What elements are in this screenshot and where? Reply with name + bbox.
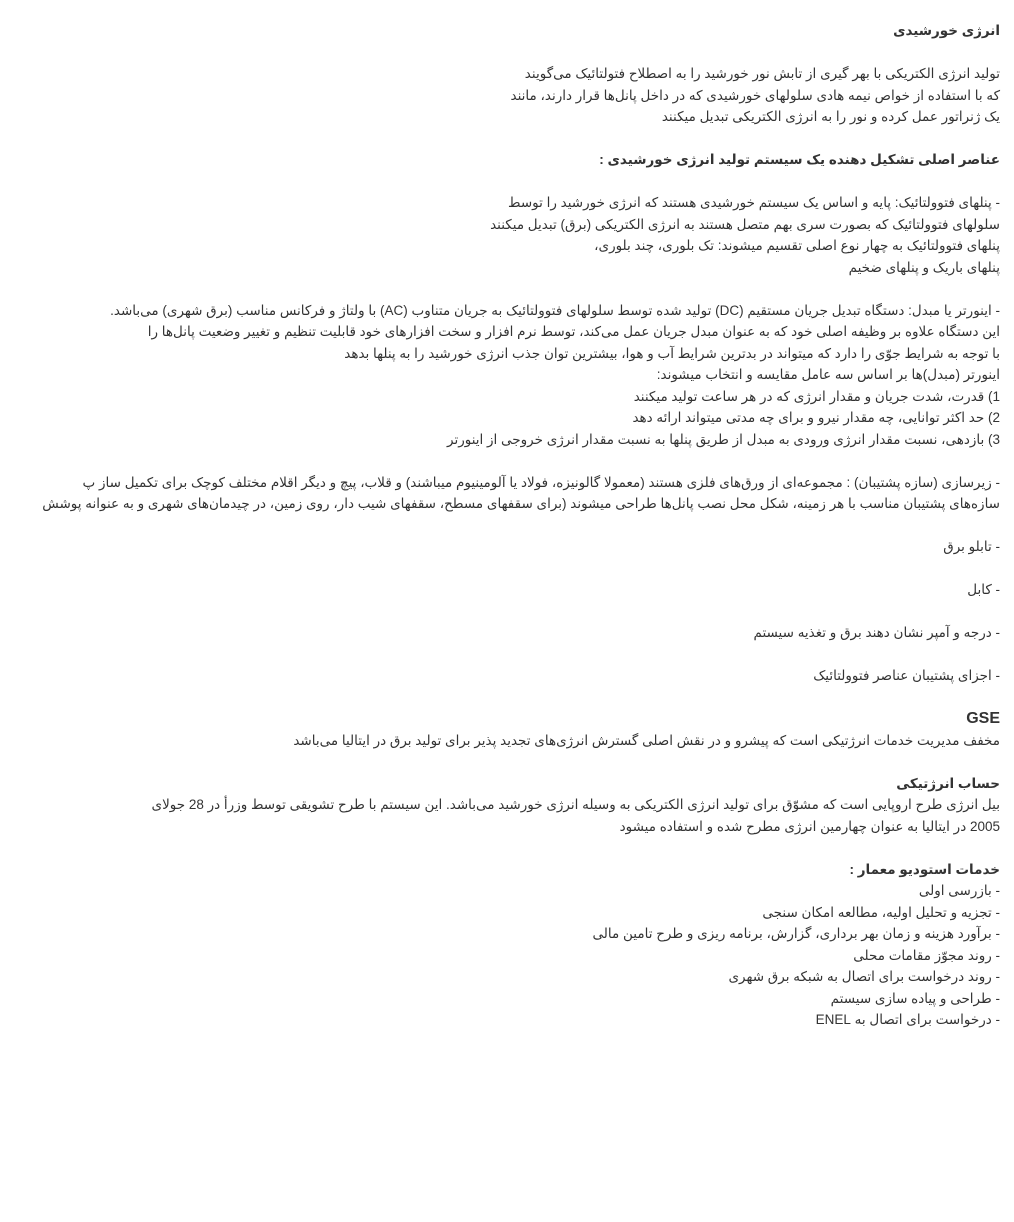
structure-paragraph [0,472,1000,515]
inverter-criteria-1: 1) قدرت، شدت جریان و مقدار انرژی که در هر ساعت تولید میکنند [633,388,1000,404]
panels-line: سلولهای فتوولتائیک که بصورت سری بهم متصل هستند به انرژی الکتریکی (برق) تبدیل میکنند [490,216,1000,232]
structure-line: سازه‌های پشتیبان مناسب با هر زمینه، شکل محل نصب پانل‌ها طراحی میشوند (برای سقفهای مسطح، سقفهای شیب دار، روی زمین، در چیدمان‌های شهری و به عنوانه پوشش [42,496,1000,511]
item-electrical-panel: - تابلو برق [943,539,1000,554]
gse-heading: GSE [966,710,1000,727]
inverter-line: اینورتر (مبدل)ها بر اساس سه عامل مقایسه و انتخاب میشوند: [656,367,1000,382]
panels-line: پنلهای فتوولتائیک به چهار نوع اصلی تقسیم میشوند: تک بلوری، چند بلوری، [594,238,1000,253]
gse-text: مخفف مدیریت خدمات انرژتیکی است که پیشرو و در نقش اصلی گسترش انرژی‌های تجدید پذیر برای تولید برق در ایتالیا می‌باشد [293,732,1000,748]
intro-line: که با استفاده از خواص نیمه هادی سلولهای خورشیدی که در داخل پانل‌ها قرار دارند، مانند [510,87,1000,103]
document-title: انرژی خورشیدی [893,23,1000,38]
inverter-paragraph [0,300,1000,451]
service-item: - بازرسی اولی [918,883,1000,898]
service-item: - تجزیه و تحلیل اولیه، مطالعه امکان سنجی [762,904,1000,920]
spacer [0,687,1000,709]
spacer [0,837,1000,859]
inverter-line: - اینورتر یا مبدل: دستگاه تبدیل جریان مستقیم (DC) تولید شده توسط سلولهای فتوولتائیک به جریان متناوب (AC) با ولتاژ و فرکانس مناسب (برق شهری) می‌باشد. [110,302,1000,318]
item-meters: - درجه و آمپر نشان دهند برق و تغذیه سیستم [753,625,1000,640]
spacer [0,171,1000,193]
item-support-components: - اجزای پشتیبان عناصر فتوولتائیک [813,668,1000,683]
spacer [0,515,1000,537]
item-cable: - کابل [967,582,1000,597]
service-item: - طراحی و پیاده سازی سیستم [830,990,1000,1006]
panels-line: پنلهای باریک و پنلهای ضخیم [848,259,1000,275]
spacer [0,450,1000,472]
spacer [0,751,1000,773]
structure-line: - زیرسازی (سازه پشتیبان) : مجموعه‌ای از ورق‌های فلزی هستند (معمولا گالونیزه، فولاد یا آلومینیوم میباشند) و قلاب، پیچ و دیگر اقلام مختلف کوچک برای تکمیل ساز پ [82,474,1000,490]
panels-paragraph [0,192,1000,278]
spacer [0,644,1000,666]
service-item: - درخواست برای اتصال به ENEL [815,1012,1000,1027]
service-item: - روند مجوّز مقامات محلی [853,947,1000,963]
spacer [0,42,1000,64]
document-body [0,20,1000,1031]
inverter-criteria-2: 2) حد اکثر توانایی، چه مقدار نیرو و برای چه مدتی میتواند ارائه دهد [632,410,1000,425]
spacer [0,128,1000,150]
service-item: - برآورد هزینه و زمان بهر برداری، گزارش، برنامه ریزی و طرح تامین مالی [592,926,1000,941]
intro-paragraph [0,63,1000,128]
spacer [0,601,1000,623]
energy-account-line: 2005 در ایتالیا به عنوان چهارمین انرژی مطرح شده و استفاده میشود [619,818,1000,834]
energy-account-heading: حساب انرژتیکی [896,775,1000,791]
components-heading: عناصر اصلی تشکیل دهنده یک سیستم تولید انرژی خورشیدی : [599,152,1000,167]
services-heading: خدمات استودیو معمار : [849,861,1000,877]
inverter-criteria-3: 3) بازدهی، نسبت مقدار انرژی ورودی به مبدل از طریق پنلها به نسبت مقدار انرژی خروجی از اینورتر [447,431,1000,447]
spacer [0,558,1000,580]
services-list [0,880,1000,1031]
energy-account-line: بیل انرژی طرح اروپایی است که مشوّق برای تولید انرژی الکتریکی به وسیله انرژی خورشید می‌باشد. این سیستم با طرح تشویقی توسط وزرأ در 28 جولای [151,797,1000,812]
service-item: - روند درخواست برای اتصال به شبکه برق شهری [728,969,1000,984]
inverter-line: با توجه به شرایط جوّی را دارد که میتواند در بدترین شرایط آب و هوا، بیشترین توان جذب انرژی خورشید را به پنلها بدهد [344,345,1000,361]
spacer [0,278,1000,300]
inverter-line: این دستگاه علاوه بر وظیفه اصلی خود که به عنوان مبدل جریان عمل می‌کند، توسط نرم افزار و سخت افزارهای خود قابلیت تنظیم و تغییر وضعیت پانل‌ها را [147,324,1000,339]
intro-line: یک ژنراتور عمل کرده و نور را به انرژی الکتریکی تبدیل میکنند [661,109,1000,124]
panels-line: - پنلهای فتوولتائیک: پایه و اساس یک سیستم خورشیدی هستند که انرژی خورشید را توسط [508,195,1000,210]
intro-line: تولید انرژی الکتریکی با بهر گیری از تابش نور خورشید را به اصطلاح فتولتائیک می‌گویند [524,66,1000,81]
